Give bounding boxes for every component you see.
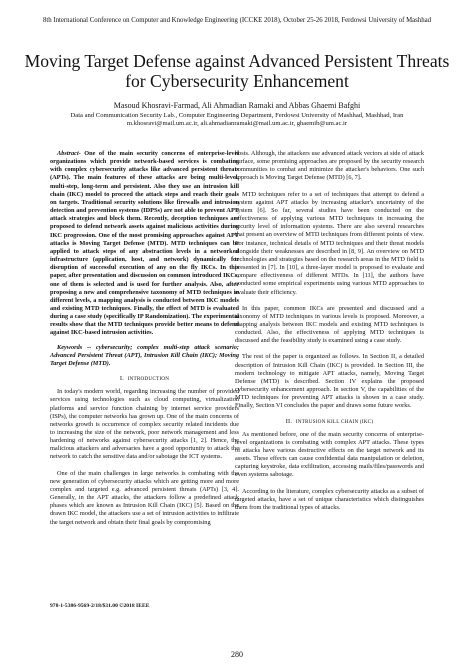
- affiliation-block: [40, 112, 434, 128]
- section-title: INTRODUCTION: [127, 376, 170, 383]
- conference-header: 8th International Conference on Computer and Knowledge Engineering (ICCKE 2018), October 25-26 2018, Ferdowsi University of Mashhad: [42, 17, 432, 24]
- keywords: Keywords -- cybersecurity; complex multi-step attack scenario; Advanced Persistent Threat (APT), Intrusion Kill Chain (IKC); Moving Target Defense (MTD).: [50, 343, 239, 367]
- author-emails: m.khosravi@mail.um.ac.ir, ali.ahmadianramaki@mail.um.ac.ir, ghaemib@um.ac.ir: [126, 120, 348, 128]
- affiliation: Data and Communication Security Lab., Computer Engineering Department, Ferdowsi University of Mashhad, Mashhad, Iran: [70, 112, 404, 119]
- paper-title: Moving Target Defense against Advanced Persistent Threats for Cybersecurity Enhancement: [24, 51, 450, 91]
- paragraph: hosts. Although, the attackers use advanced attack vectors at side of attack surface, some promising approaches are proposed by the security research communities to combat and minimize the attacker's behaviors. One such approach is Moving Target Defense (MTD) [6, 7].: [235, 150, 424, 182]
- isbn-footer: 978-1-5386-9569-2/18/$31.00 ©2018 IEEE: [50, 603, 150, 609]
- section-heading-introduction: [50, 375, 239, 383]
- right-column: [235, 150, 424, 512]
- section-number: I.: [119, 375, 124, 383]
- paragraph: MTD techniques refer to a set of techniques that attempt to defend a system against APT attacks by increasing attacker's uncertainty of the system [6]. So far, several studies have been conducted on the effectiveness of applying various MTD techniques in increasing the security level of information systems. There are also several researches that present an overview of MTD techniques from different points of view. For instance, technical details of MTD techniques and their threat models alongside their weaknesses are described in [8, 9]. An overview on MTD technologies and strategies based on the research areas in the MTD field is presented in [7]. In [10], a three-layer model is proposed to evaluate and compare effectiveness of different MTDs. In [11], the authors have conducted some empirical experiments using various MTD approaches to evaluate their efficiency.: [235, 190, 424, 296]
- abstract-text: - One of the main security concerns of enterprise-level organizations which provide network-based services is combating with complex cybersecurity attacks like advanced persistent threats (APTs). The main features of these attacks are being multi-level, multi-step, long-term and persistent. Also they use an intrusion kill chain (IKC) model to proceed the attack steps and reach their goals on targets. Traditional security solutions like firewalls and intrusion detection and prevention systems (IDPSs) are not able to prevent APT attack strategies and block them. Recently, deception techniques are proposed to defend network assets against malicious activities during IKC progression. One of the most promising approaches against APT attacks is Moving Target Defense (MTD). MTD techniques can be applied to attack steps of any abstraction levels in a networked infrastructure (application, host, and network) dynamically for disruption of successful execution of any on the fly IKCs. In this paper, after presentation and discussion on common introduced IKCs, one of them is selected and is used for further analysis. Also, after proposing a new and comprehensive taxonomy of MTD techniques in different levels, a mapping analysis is conducted between IKC models and existing MTD techniques. Finally, the effect of MTD is evaluated during a case study (specifically IP Randomization). The experimental results show that the MTD techniques provide better means to defend against IKC-based intrusion activities.: [50, 150, 239, 337]
- paragraph: One of the main challenges in large networks is combating with the new generation of cybersecurity attacks which are getting more and more complex and targeted e.g. advanced persistent threats (APTs) [3, 4]. Generally, in the APT attacks, the attackers follow a predefined attack phases which are known as Intrusion Kill Chain (IKC) [5]. Based on the drawn IKC model, the attackers use a set of intrusion activities to infiltrate the target network and obtain their final goals by compromising: [50, 469, 239, 526]
- author-list: Masoud Khosravi-Farmad, Ali Ahmadian Ramaki and Abbas Ghaemi Bafghi: [113, 101, 361, 110]
- paragraph: In today's modern world, regarding increasing the number of provided services using technologies such as cloud computing, virtualization platforms and service function chaining by internet service providers (ISPs), the computer networks has grown up. One of the main concerns of networks growth is occurrence of complex security related incidents due to increasing the size of the network, poor network management and less hardening of networks against cybersecurity attacks [1, 2]. Hence, the malicious attackers and adversaries have a good opportunity to attack the network to catch the sensitive data and/or sabotage the ICT systems.: [50, 388, 239, 461]
- abstract-lead: Abstract: [57, 150, 79, 157]
- paragraph: In this paper, common IKCs are presented and discussed and a taxonomy of MTD techniques in various levels is proposed. Moreover, a mapping analysis between IKC models and existing MTD techniques is conducted. Also, the effectiveness of applying MTD techniques is discussed and the feasibility study is examined using a case study.: [235, 304, 424, 345]
- section-heading-ikc: [235, 418, 424, 426]
- paragraph: As mentioned before, one of the main security concerns of enterprise-level organizations is combating with complex APT attacks. These types of attacks have various destructive effects on the target network and its assets. These effects can cause confidential data manipulation or deletion, capturing keystroke, data exfiltration, accessing mails/files/passwords and even systems sabotage.: [235, 430, 424, 479]
- paragraph: According to the literature, complex cybersecurity attacks as a subset of targeted attacks, have a set of unique characteristics which distinguishes them from the traditional types of attacks.: [235, 487, 424, 511]
- paragraph: The rest of the paper is organized as follows. In Section II, a detailed description of Intrusion Kill Chain (IKC) is provided. In Section III, the modern technology to mitigate APT attacks, namely, Moving Target Defense (MTD) is described. Section IV explains the proposed cybersecurity enhancement approach. In section V, the capabilities of the MTD techniques for preventing APT attacks is shown in a case study. Finally, Section VI concludes the paper and draws some future works.: [235, 353, 424, 410]
- left-column: [50, 150, 239, 527]
- section-title: INTRUSION KILL CHAIN (IKC): [295, 418, 374, 425]
- page-number: 280: [231, 650, 243, 659]
- section-number: II.: [285, 417, 293, 425]
- abstract: [50, 150, 239, 338]
